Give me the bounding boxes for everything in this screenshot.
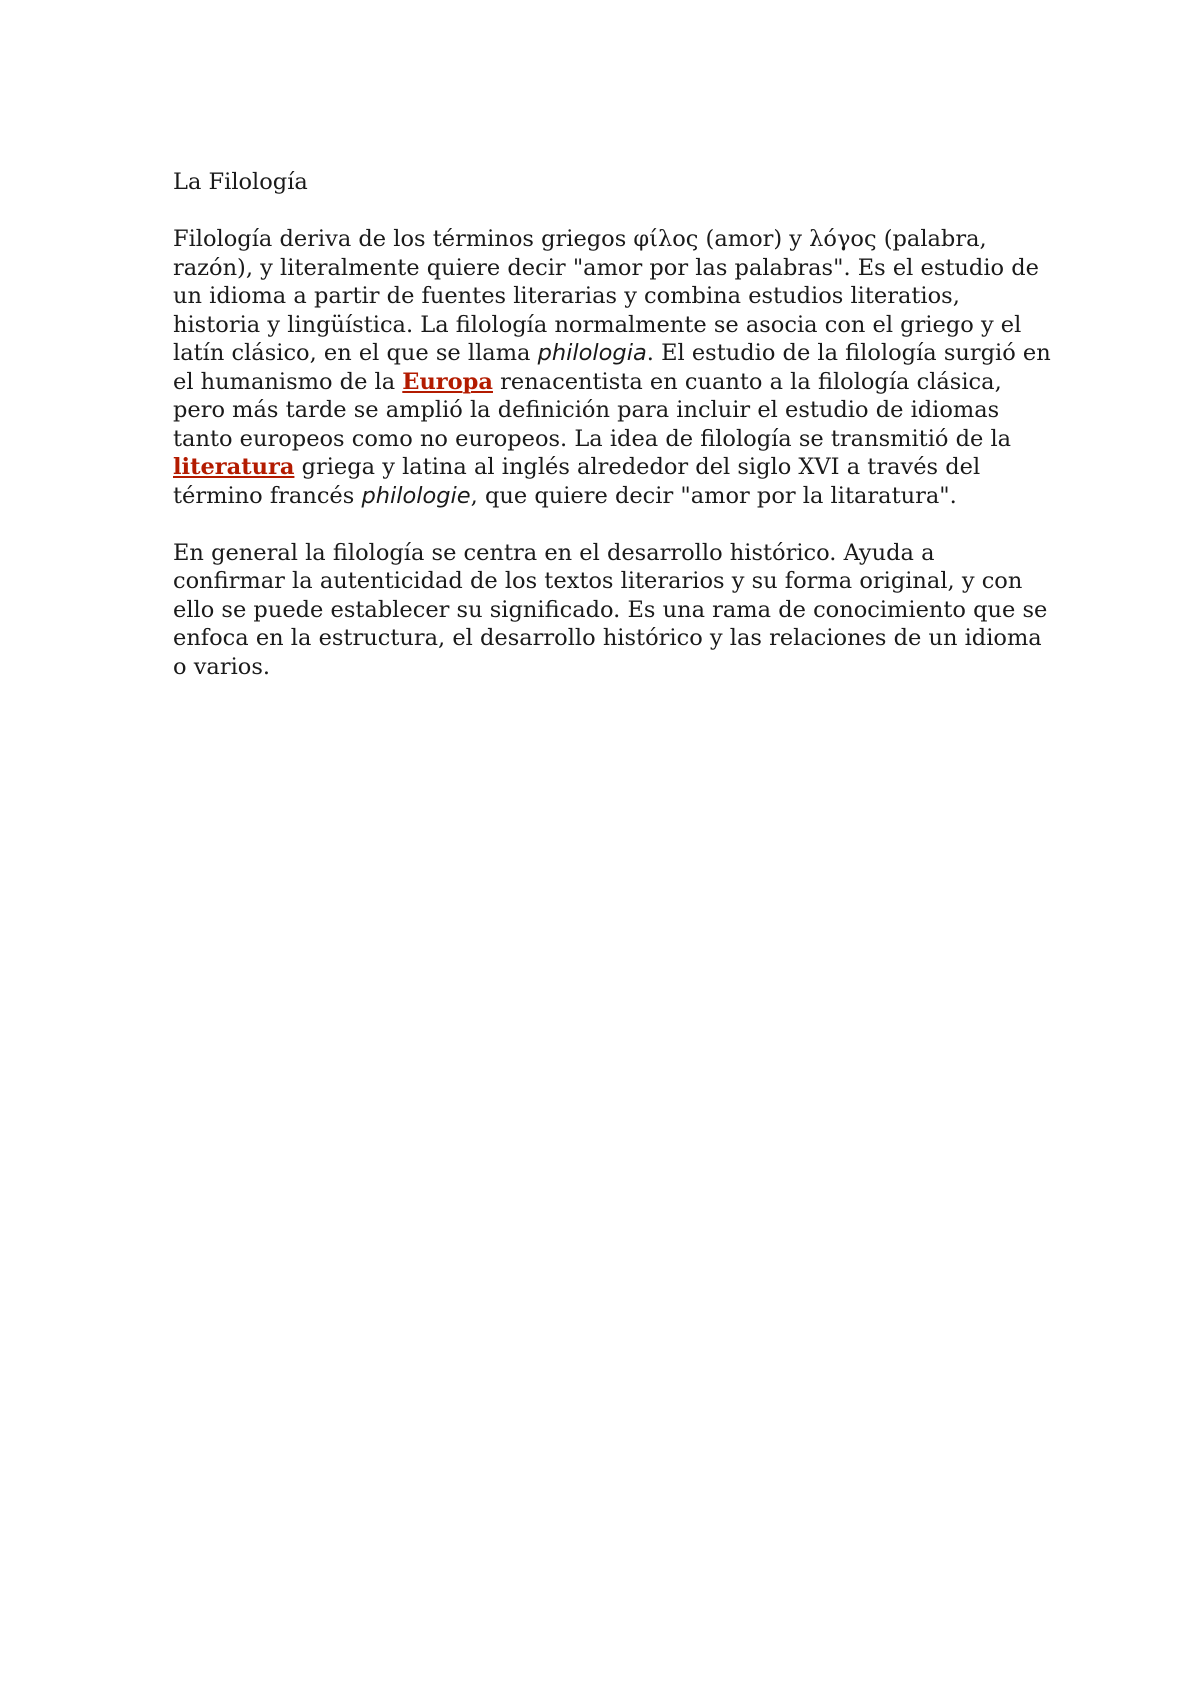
paragraph-1-text-5: , que quiere decir "amor por la litaratura". <box>470 482 957 509</box>
europa-link[interactable]: Europa <box>402 368 493 395</box>
document-title: La Filología <box>173 169 308 195</box>
paragraph-1 <box>173 225 1053 510</box>
paragraph-1-text-2: . El estudio de la filología surgió en el humanismo de la <box>173 340 1051 395</box>
paragraph-2: En general la filología se centra en el desarrollo histórico. Ayuda a confirmar la autenticidad de los textos literarios y su forma original, y con ello se puede establecer su significado. Es una rama de conocimiento que se enfoca en la estructura, el desarrollo histórico y las relaciones de un idioma o varios. <box>173 539 1048 680</box>
literatura-link[interactable]: literatura <box>173 454 295 480</box>
paragraph-1-italic-philologie: philologie <box>361 482 471 509</box>
paragraph-1-text-1: Filología deriva de los términos griegos φίλος (amor) y λόγος (palabra, razón), y literalmente quiere decir "amor por las palabras". Es el estudio de un idioma a partir de fuentes literarias y combina estudios literatios, historia y lingüística. La filología normalmente se asocia con el griego y el latín clásico, en el que se llama <box>173 226 1039 366</box>
paragraph-1-text-3: renacentista en cuanto a la filología clásica, pero más tarde se amplió la definición para incluir el estudio de idiomas tanto europeos como no europeos. La idea de filología se transmitió de la <box>173 368 1012 452</box>
document-page <box>173 168 1053 710</box>
paragraph-1-italic-philologia: philologia <box>537 340 647 366</box>
paragraph-1-text-4: griega y latina al inglés alrededor del siglo XVI a través del término francés <box>173 454 981 509</box>
